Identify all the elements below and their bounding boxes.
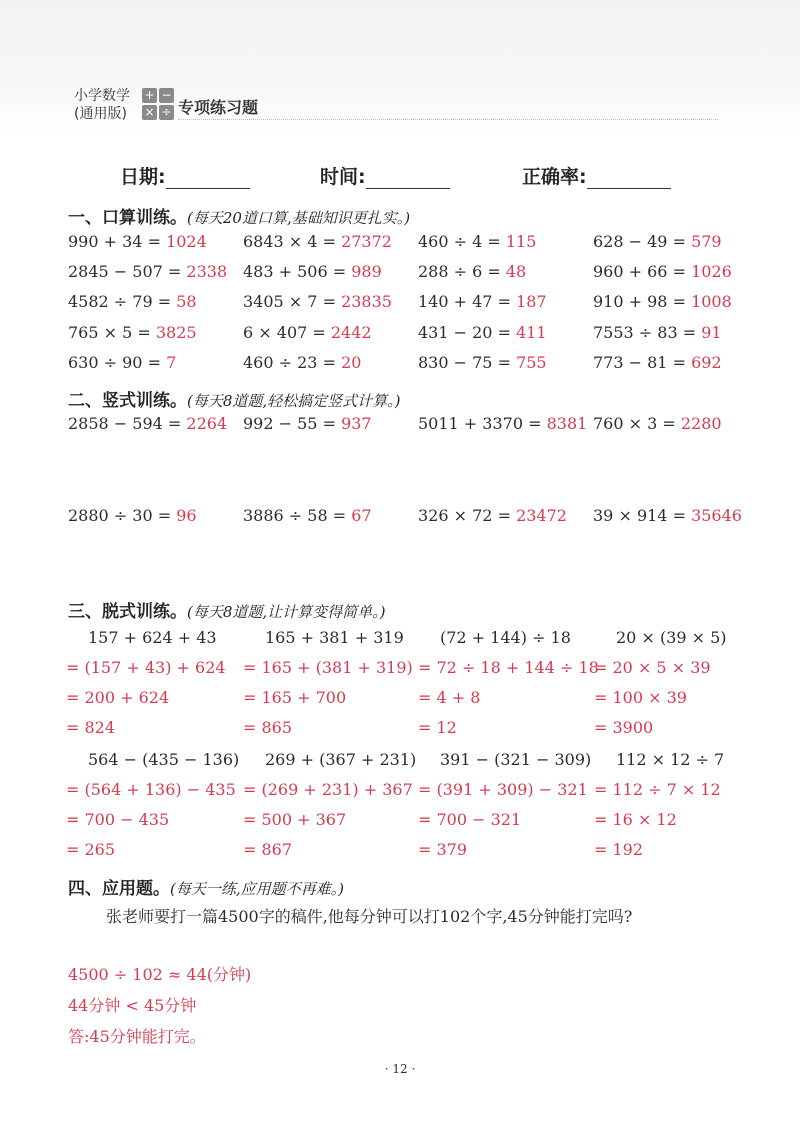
- oral-calc-item: [418, 262, 526, 281]
- time-field: [320, 162, 450, 189]
- section-word-problem-heading: 四、应用题。: [68, 879, 170, 899]
- equation-answer: 20: [341, 353, 362, 372]
- stepwise-step: = (157 + 43) + 624: [66, 658, 226, 677]
- stepwise-step: = 12: [418, 718, 457, 737]
- stepwise-step: = 100 × 39: [594, 688, 687, 707]
- equation-answer: 2264: [186, 414, 228, 433]
- section-vertical-heading: 二、竖式训练。: [68, 391, 187, 411]
- equation-text: 6843 × 4 =: [243, 232, 342, 251]
- equation-text: 3886 ÷ 58 =: [243, 506, 352, 525]
- oral-calc-item: [243, 292, 392, 311]
- section-stepwise-title: [68, 597, 386, 622]
- oral-calc-item: [418, 323, 547, 342]
- minus-icon: −: [159, 88, 174, 103]
- stepwise-problem: 269 + (367 + 231): [265, 750, 417, 769]
- stepwise-step: = 72 ÷ 18 + 144 ÷ 18: [418, 658, 599, 677]
- equation-text: 326 × 72 =: [418, 506, 517, 525]
- oral-calc-item: [593, 232, 722, 251]
- section-word-problem-note: (每天一练,应用题不再难。): [170, 880, 344, 898]
- equation-answer: 2280: [680, 414, 722, 433]
- vertical-calc-item: [243, 414, 372, 433]
- equation-answer: 989: [351, 262, 382, 281]
- equation-answer: 23835: [341, 292, 392, 311]
- stepwise-step: = 500 + 367: [243, 810, 347, 829]
- equation-text: 992 − 55 =: [243, 414, 342, 433]
- oral-calc-item: [418, 292, 547, 311]
- stepwise-problem: 20 × (39 × 5): [616, 628, 727, 647]
- accuracy-blank[interactable]: [587, 168, 671, 189]
- equation-text: 5011 + 3370 =: [418, 414, 547, 433]
- equation-answer: 937: [341, 414, 372, 433]
- accuracy-label: 正确率:: [522, 166, 587, 188]
- equation-answer: 91: [701, 323, 722, 342]
- equation-answer: 7: [166, 353, 177, 372]
- stepwise-step: = 20 × 5 × 39: [594, 658, 711, 677]
- divide-icon: ÷: [159, 105, 174, 120]
- equation-text: 4582 ÷ 79 =: [68, 292, 177, 311]
- equation-text: 630 ÷ 90 =: [68, 353, 167, 372]
- oral-calc-item: [243, 232, 392, 251]
- stepwise-problem: 112 × 12 ÷ 7: [616, 750, 725, 769]
- section-vertical-title: [68, 386, 401, 411]
- header-divider: [178, 119, 718, 120]
- equation-answer: 23472: [516, 506, 567, 525]
- series-title: 专项练习题: [178, 98, 259, 117]
- equation-text: 773 − 81 =: [593, 353, 692, 372]
- answer-line-1: 4500 ÷ 102 ≈ 44(分钟): [68, 965, 252, 984]
- equation-text: 39 × 914 =: [593, 506, 692, 525]
- equation-text: 765 × 5 =: [68, 323, 156, 342]
- stepwise-step: = 4 + 8: [418, 688, 481, 707]
- equation-answer: 115: [505, 232, 537, 251]
- times-icon: ×: [142, 105, 157, 120]
- accuracy-field: [522, 162, 671, 189]
- section-oral-title: [68, 203, 410, 228]
- equation-text: 2880 ÷ 30 =: [68, 506, 177, 525]
- stepwise-step: = 192: [594, 840, 644, 859]
- equation-text: 960 + 66 =: [593, 262, 692, 281]
- equation-answer: 187: [516, 292, 547, 311]
- equation-text: 460 ÷ 4 =: [418, 232, 506, 251]
- stepwise-step: = (564 + 136) − 435: [66, 780, 236, 799]
- equation-answer: 3825: [155, 323, 197, 342]
- oral-calc-item: [243, 353, 361, 372]
- oral-calc-item: [593, 353, 722, 372]
- brand-line-1: 小学数学: [74, 88, 130, 104]
- stepwise-step: = 3900: [594, 718, 654, 737]
- stepwise-problem: (72 + 144) ÷ 18: [440, 628, 571, 647]
- stepwise-step: = 265: [66, 840, 116, 859]
- brand-title: [74, 87, 130, 123]
- section-oral-heading: 一、口算训练。: [68, 208, 187, 228]
- stepwise-step: = 867: [243, 840, 293, 859]
- oral-calc-item: [68, 353, 176, 372]
- stepwise-problem: 165 + 381 + 319: [265, 628, 404, 647]
- operators-logo: [142, 88, 174, 120]
- plus-icon: +: [142, 88, 157, 103]
- oral-calc-item: [243, 323, 372, 342]
- oral-calc-item: [593, 292, 732, 311]
- oral-calc-item: [593, 262, 732, 281]
- equation-text: 460 ÷ 23 =: [243, 353, 342, 372]
- date-label: 日期:: [120, 166, 166, 188]
- stepwise-step: = (269 + 231) + 367: [243, 780, 413, 799]
- equation-answer: 1008: [691, 292, 732, 311]
- oral-calc-item: [68, 262, 227, 281]
- oral-calc-item: [418, 232, 536, 251]
- oral-calc-item: [68, 323, 197, 342]
- answer-line-2: 44分钟 < 45分钟: [68, 996, 197, 1015]
- stepwise-step: = 865: [243, 718, 293, 737]
- equation-answer: 692: [691, 353, 722, 372]
- word-problem-question: 张老师要打一篇4500字的稿件,他每分钟可以打102个字,45分钟能打完吗?: [106, 907, 633, 926]
- date-field: [120, 162, 250, 189]
- section-vertical-note: (每天8道题,轻松搞定竖式计算。): [187, 392, 401, 410]
- oral-calc-item: [68, 232, 207, 251]
- equation-text: 288 ÷ 6 =: [418, 262, 506, 281]
- equation-text: 483 + 506 =: [243, 262, 352, 281]
- date-blank[interactable]: [166, 168, 250, 189]
- stepwise-problem: 391 − (321 − 309): [440, 750, 592, 769]
- equation-text: 990 + 34 =: [68, 232, 167, 251]
- equation-text: 6 × 407 =: [243, 323, 331, 342]
- section-word-problem-title: [68, 874, 344, 899]
- equation-text: 910 + 98 =: [593, 292, 692, 311]
- stepwise-problem: 564 − (435 − 136): [88, 750, 240, 769]
- brand-line-2: (通用版): [74, 106, 127, 122]
- equation-text: 140 + 47 =: [418, 292, 517, 311]
- equation-text: 2845 − 507 =: [68, 262, 187, 281]
- oral-calc-item: [68, 292, 197, 311]
- equation-answer: 67: [351, 506, 372, 525]
- equation-answer: 755: [516, 353, 547, 372]
- equation-answer: 1026: [691, 262, 732, 281]
- stepwise-step: = 16 × 12: [594, 810, 677, 829]
- equation-answer: 35646: [691, 506, 742, 525]
- page-number: · 12 ·: [384, 1062, 416, 1076]
- vertical-calc-item: [593, 506, 742, 525]
- stepwise-step: = 700 − 321: [418, 810, 522, 829]
- stepwise-step: = 112 ÷ 7 × 12: [594, 780, 721, 799]
- equation-answer: 2338: [186, 262, 228, 281]
- equation-text: 760 × 3 =: [593, 414, 681, 433]
- oral-calc-item: [243, 262, 382, 281]
- stepwise-step: = 165 + 700: [243, 688, 347, 707]
- oral-calc-item: [593, 323, 722, 342]
- equation-text: 7553 ÷ 83 =: [593, 323, 702, 342]
- vertical-calc-item: [418, 414, 587, 433]
- time-blank[interactable]: [366, 168, 450, 189]
- equation-text: 431 − 20 =: [418, 323, 517, 342]
- equation-text: 3405 × 7 =: [243, 292, 342, 311]
- equation-answer: 579: [691, 232, 722, 251]
- equation-answer: 27372: [341, 232, 392, 251]
- section-stepwise-heading: 三、脱式训练。: [68, 602, 187, 622]
- equation-text: 830 − 75 =: [418, 353, 517, 372]
- equation-text: 2858 − 594 =: [68, 414, 187, 433]
- stepwise-step: = (391 + 309) − 321: [418, 780, 588, 799]
- equation-text: 628 − 49 =: [593, 232, 692, 251]
- equation-answer: 58: [176, 292, 197, 311]
- section-oral-note: (每天20道口算,基础知识更扎实。): [187, 209, 411, 227]
- section-stepwise-note: (每天8道题,让计算变得简单。): [187, 603, 386, 621]
- time-label: 时间:: [320, 166, 366, 188]
- stepwise-step: = 824: [66, 718, 116, 737]
- equation-answer: 96: [176, 506, 197, 525]
- stepwise-step: = 165 + (381 + 319): [243, 658, 413, 677]
- equation-answer: 48: [505, 262, 527, 281]
- vertical-calc-item: [593, 414, 722, 433]
- stepwise-step: = 200 + 624: [66, 688, 170, 707]
- stepwise-step: = 379: [418, 840, 468, 859]
- stepwise-step: = 700 − 435: [66, 810, 170, 829]
- equation-answer: 8381: [546, 414, 588, 433]
- equation-answer: 2442: [330, 323, 372, 342]
- answer-line-3: 答:45分钟能打完。: [68, 1027, 206, 1046]
- oral-calc-item: [418, 353, 547, 372]
- equation-answer: 411: [516, 323, 547, 342]
- stepwise-problem: 157 + 624 + 43: [88, 628, 217, 647]
- vertical-calc-item: [418, 506, 567, 525]
- equation-answer: 1024: [166, 232, 207, 251]
- vertical-calc-item: [243, 506, 372, 525]
- vertical-calc-item: [68, 414, 227, 433]
- vertical-calc-item: [68, 506, 197, 525]
